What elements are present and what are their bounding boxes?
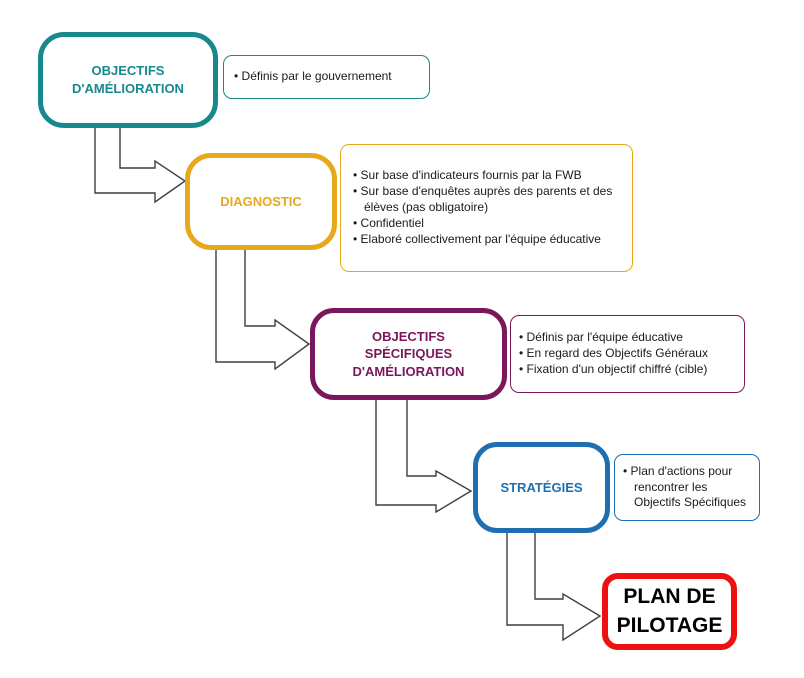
note-bullet: • Plan d'actions pour rencontrer les Objectifs Spécifiques (623, 464, 751, 511)
stage-label: OBJECTIFS D'AMÉLIORATION (72, 63, 184, 96)
note-strategies (614, 454, 760, 521)
note-diagnostic (340, 144, 633, 272)
stage-label: OBJECTIFS SPÉCIFIQUES D'AMÉLIORATION (352, 328, 465, 379)
note-bullet: • Définis par l'équipe éducative (519, 330, 736, 346)
stage-plan-de-pilotage (602, 573, 737, 650)
stage-objectifs-specifiques (310, 308, 507, 400)
stage-label: PLAN DE PILOTAGE (616, 585, 723, 637)
note-bullet: • En regard des Objectifs Généraux (519, 346, 736, 362)
note-bullet: • Sur base d'indicateurs fournis par la FWB (353, 168, 614, 184)
elbow-arrow-3-to-4 (376, 397, 471, 512)
stage-objectifs-amelioration (38, 32, 218, 128)
note-bullet: • Sur base d'enquêtes auprès des parents et des élèves (pas obligatoire) (353, 184, 614, 216)
elbow-arrow-1-to-2 (95, 125, 185, 202)
elbow-arrow-2-to-3 (216, 247, 309, 369)
note-bullet: • Elaboré collectivement par l'équipe éducative (353, 232, 614, 248)
note-objectifs-amelioration (223, 55, 430, 99)
note-bullet: • Définis par le gouvernement (234, 69, 419, 85)
note-bullet: • Fixation d'un objectif chiffré (cible) (519, 362, 736, 378)
elbow-arrow-4-to-5 (507, 530, 600, 640)
stage-diagnostic (185, 153, 337, 250)
note-objectifs-specifiques (510, 315, 745, 393)
stage-label: DIAGNOSTIC (220, 193, 302, 209)
note-bullet: • Confidentiel (353, 216, 614, 232)
stage-label: STRATÉGIES (500, 479, 583, 495)
stage-strategies (473, 442, 610, 533)
